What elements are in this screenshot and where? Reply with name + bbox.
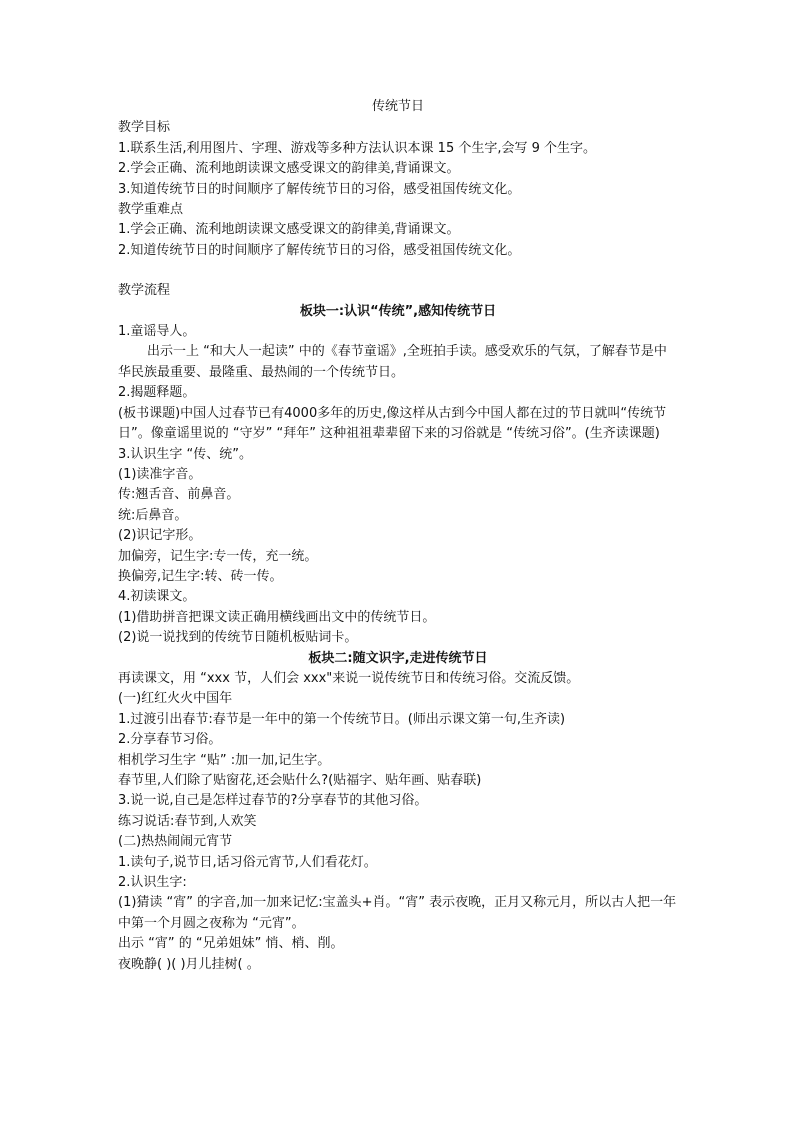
section2-line: 3.说一说,自己是怎样过春节的?分享春节的其他习俗。	[118, 793, 428, 809]
section1-paragraph: (板书课题)中国人过春节已有4000多年的历史,像这样从古到今中国人都在过的节日就叫“传统节日”。像童谣里说的 “守岁” “拜年” 这种祖祖辈辈留下来的习俗就是 “传统习俗”。(生齐读课题)	[118, 405, 667, 442]
section2-line: 练习说话:春节到,人欢笑	[118, 813, 257, 829]
section1-line: (2)识记字形。	[118, 528, 202, 544]
section1-heading: 板块一:认识“传统”,感知传统节日	[299, 303, 497, 319]
section2-paragraph: (1)猜读 “宵” 的字音,加一加来记忆:宝盖头+肖。“宵” 表示夜晚，正月又称元月，所以古人把一年中第一个月圆之夜称为 “元宵”。	[118, 895, 677, 931]
section1-paragraph: 出示一上 “和大人一起读” 中的《春节童谣》,全班拍手读。感受欢乐的气氛，了解春节是中华民族最重要、最隆重、最热闹的一个传统节日。	[118, 344, 667, 380]
flow-label: 教学流程	[118, 283, 171, 299]
section1-line: 传:翘舌音、前鼻音。	[118, 487, 240, 503]
goal-item: 2.学会正确、流利地朗读课文感受课文的韵律美,背诵课文。	[118, 161, 460, 177]
section1-line: 1.童谣导人。	[118, 324, 196, 340]
key-points-label: 教学重难点	[118, 202, 184, 218]
section1-line: 2.揭题释题。	[118, 385, 196, 401]
goal-item: 3.知道传统节日的时间顺序了解传统节日的习俗，感受祖国传统文化。	[118, 181, 521, 197]
section2-line: (二)热热闹闹元宵节	[118, 834, 233, 850]
key-point-item: 2.知道传统节日的时间顺序了解传统节日的习俗，感受祖国传统文化。	[118, 242, 521, 258]
document-body	[118, 97, 678, 975]
section2-line: 1.读句子,说节日,话习俗元宵节,人们看花灯。	[118, 854, 377, 870]
section2-heading: 板块二:随文识字,走进传统节日	[308, 650, 488, 666]
section1-line: (1)读准字音。	[118, 466, 202, 482]
goals-label: 教学目标	[118, 120, 171, 136]
section1-line: 换偏旁,记生字:转、砖一传。	[118, 568, 283, 584]
document-title: 传统节日	[371, 99, 424, 114]
blank-line	[118, 261, 678, 281]
section1-line: 4.初读课文。	[118, 589, 196, 605]
goal-item: 1.联系生活,利用图片、字理、游戏等多种方法认识本课 15 个生字,会写 9 个生字。	[118, 140, 597, 156]
section1-line: 统:后鼻音。	[118, 507, 188, 523]
section2-line: 春节里,人们除了贴窗花,还会贴什么?(贴福字、贴年画、贴春联)	[118, 773, 482, 788]
section2-line: 出示 “宵” 的 “兄弟姐妹” 悄、梢、削。	[118, 936, 344, 952]
section1-line: (2)说一说找到的传统节日随机板贴词卡。	[118, 630, 358, 646]
section1-line: 加偏旁，记生字:专一传，充一统。	[118, 548, 318, 564]
section2-line: 2.认识生字:	[118, 875, 187, 891]
section2-line: 2.分享春节习俗。	[118, 732, 222, 748]
section2-line: 1.过渡引出春节:春节是一年中的第一个传统节日。(师出示课文第一句,生齐读)	[118, 711, 566, 727]
section1-line: 3.认识生字 “传、统”。	[118, 446, 253, 462]
section1-line: (1)借助拼音把课文读正确用横线画出文中的传统节日。	[118, 609, 436, 625]
section2-line: (一)红红火火中国年	[118, 691, 233, 707]
section2-line: 夜晚静( )( )月儿挂树( 。	[118, 956, 260, 972]
section2-line: 再读课文，用 “xxx 节，人们会 xxx"来说一说传统节日和传统习俗。交流反馈。	[118, 670, 580, 686]
key-point-item: 1.学会正确、流利地朗读课文感受课文的韵律美,背诵课文。	[118, 222, 460, 238]
section2-line: 相机学习生字 “贴” :加一加,记生字。	[118, 752, 331, 768]
